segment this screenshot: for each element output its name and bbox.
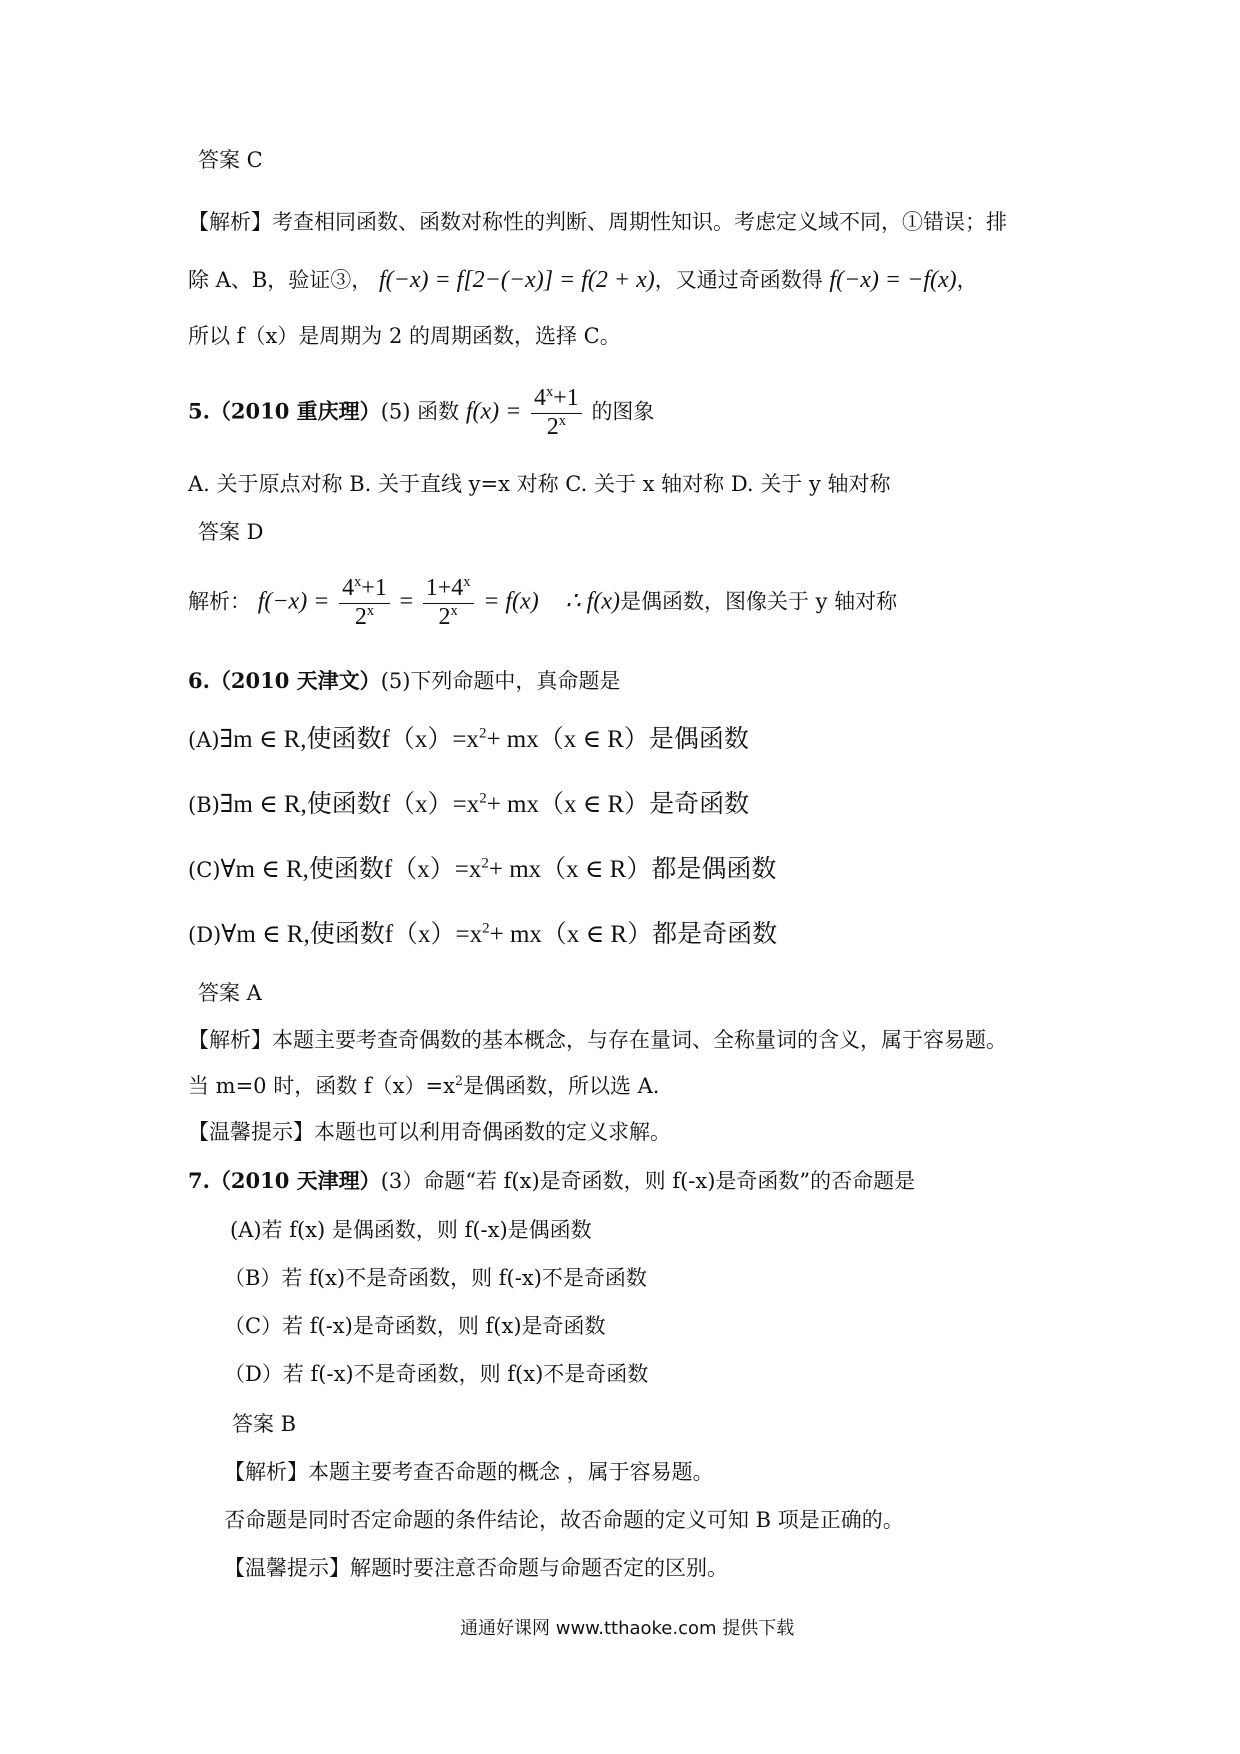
option-d-square: 2: [482, 920, 490, 937]
question-5: [188, 385, 654, 441]
option-c-body: [220, 856, 776, 883]
question-7-option-c: （C）若 f(-x)是奇函数，则 f(x)是奇函数: [224, 1314, 606, 1338]
option-b-label: (B): [188, 793, 220, 817]
question-7-option-d: （D）若 f(-x)不是奇函数，则 f(x)不是奇函数: [224, 1362, 649, 1386]
question-6-analysis-2: [188, 1073, 660, 1098]
question-6-analysis: 【解析】本题主要考查奇偶数的基本概念，与存在量词、全称量词的含义，属于容易题。: [188, 1028, 1007, 1052]
option-c-square: 2: [481, 855, 489, 872]
solution-fraction-2-den: 2: [438, 603, 451, 630]
denominator-exponent: x: [558, 412, 566, 429]
question-6-analysis-2-post: 是偶函数，所以选 A.: [462, 1074, 660, 1098]
option-c-body-text: ∀m ∈ R,使函数f（x）=x: [220, 856, 482, 883]
numerator-rest: +1: [553, 385, 579, 411]
question-6-label: 6.（2010 天津文）: [188, 668, 381, 693]
solution-fraction-1-den-exp: x: [366, 602, 375, 619]
answer-d: 答案 D: [198, 520, 264, 544]
question-5-number: (5): [380, 399, 411, 424]
option-a-body: [220, 726, 749, 753]
solution-fraction-2-num: 1+4: [425, 575, 464, 601]
question-5-label: 5.（2010 重庆理）: [188, 398, 381, 424]
page-footer: 通通好课网 www.tthaoke.com 提供下载: [460, 1618, 795, 1639]
odd-function-formula: f(−x) = −f(x): [829, 267, 957, 293]
answer-b: 答案 B: [232, 1412, 297, 1436]
answer-c: 答案 C: [198, 148, 263, 172]
question-7-option-b: （B）若 f(x)不是奇函数，则 f(-x)不是奇函数: [224, 1266, 647, 1290]
analysis-line-1: 【解析】考查相同函数、函数对称性的判断、周期性知识。考虑定义域不同，①错误；排: [188, 210, 1007, 234]
option-a-body-text: ∃m ∈ R,使函数f（x）=x: [219, 726, 479, 753]
question-7-stem: (3）命题“若 f(x)是奇函数，则 f(-x)是奇函数”的否命题是: [380, 1169, 916, 1193]
question-5-fraction: [531, 385, 582, 441]
option-d-label: (D): [188, 923, 222, 947]
option-d-body: [221, 921, 777, 948]
solution-fraction-1: [339, 575, 390, 631]
solution-fraction-1-exp: x: [354, 574, 362, 590]
question-6-option-b: [188, 792, 749, 817]
question-6-tip: 【温馨提示】本题也可以利用奇偶函数的定义求解。: [188, 1120, 671, 1144]
question-5-solution: [188, 575, 897, 631]
solution-fraction-1-rest: +1: [361, 575, 387, 601]
solution-fraction-2: [423, 575, 474, 631]
question-6-analysis-2-square: 2: [454, 1073, 463, 1088]
option-b-square: 2: [479, 790, 487, 807]
analysis-line-3: 所以 f（x）是周期为 2 的周期函数，选择 C。: [188, 324, 621, 348]
question-6-stem: (5)下列命题中，真命题是: [380, 669, 621, 693]
analysis-line-2-end: ，: [956, 268, 978, 292]
option-b-body: [220, 791, 749, 818]
denominator-base: 2: [546, 413, 559, 440]
answer-a: 答案 A: [198, 981, 262, 1005]
solution-fraction-2-exp: x: [463, 574, 471, 590]
solution-fraction-1-den: 2: [354, 603, 367, 630]
option-b-tail: + mx（x ∈ R）是奇函数: [486, 791, 750, 818]
question-7-label: 7.（2010 天津理）: [188, 1168, 381, 1193]
question-5-options: A. 关于原点对称 B. 关于直线 y=x 对称 C. 关于 x 轴对称 D. 关于 y 轴对称: [188, 472, 891, 496]
analysis-line-2-text: 除 A、B，验证③，: [188, 268, 373, 292]
question-5-text-post: 的图象: [591, 399, 655, 424]
solution-equals: =: [399, 588, 414, 615]
option-a-tail: + mx（x ∈ R）是偶函数: [486, 726, 749, 753]
numerator-exponent: x: [546, 384, 554, 400]
solution-conclusion: 是偶函数，图像关于 y 轴对称: [619, 589, 898, 614]
question-7-tip: 【温馨提示】解题时要注意否命题与命题否定的区别。: [224, 1556, 728, 1580]
analysis-line-2: [188, 268, 978, 292]
solution-rhs: = f(x): [483, 588, 539, 615]
question-5-text-pre: 函数: [417, 399, 460, 424]
solution-fraction-1-base: 4: [342, 575, 355, 601]
question-6-option-d: [188, 922, 777, 947]
question-6-analysis-2-pre: 当 m=0 时，函数 f（x）=x: [188, 1074, 455, 1098]
option-d-body-text: ∀m ∈ R,使函数f（x）=x: [221, 921, 483, 948]
question-7: [188, 1170, 915, 1192]
solution-fraction-2-den-exp: x: [450, 602, 458, 619]
option-c-tail: + mx（x ∈ R）都是偶函数: [488, 856, 777, 883]
numerator-base: 4: [534, 385, 546, 411]
question-6: [188, 670, 620, 692]
question-6-option-a: [188, 727, 749, 752]
periodicity-formula: f(−x) = f[2−(−x)] = f(2 + x): [378, 267, 655, 293]
option-a-square: 2: [478, 725, 487, 742]
question-7-analysis-2: 否命题是同时否定命题的条件结论，故否命题的定义可知 B 项是正确的。: [224, 1508, 904, 1532]
analysis-line-2-mid: ，又通过奇函数得: [654, 268, 823, 292]
question-7-option-a: (A)若 f(x) 是偶函数，则 f(-x)是偶函数: [230, 1218, 592, 1242]
solution-lhs: f(−x) =: [257, 588, 330, 615]
solution-label: 解析：: [188, 589, 251, 614]
solution-therefore: ∴ f(x): [565, 588, 620, 615]
question-5-fx: f(x) =: [465, 398, 522, 425]
question-6-option-c: [188, 857, 776, 882]
option-d-tail: + mx（x ∈ R）都是奇函数: [489, 921, 778, 948]
option-b-body-text: ∃m ∈ R,使函数f（x）=x: [219, 791, 480, 818]
option-c-label: (C): [188, 858, 221, 882]
option-a-label: (A): [188, 728, 220, 752]
question-7-analysis: 【解析】本题主要考查否命题的概念 ，属于容易题。: [224, 1460, 714, 1484]
